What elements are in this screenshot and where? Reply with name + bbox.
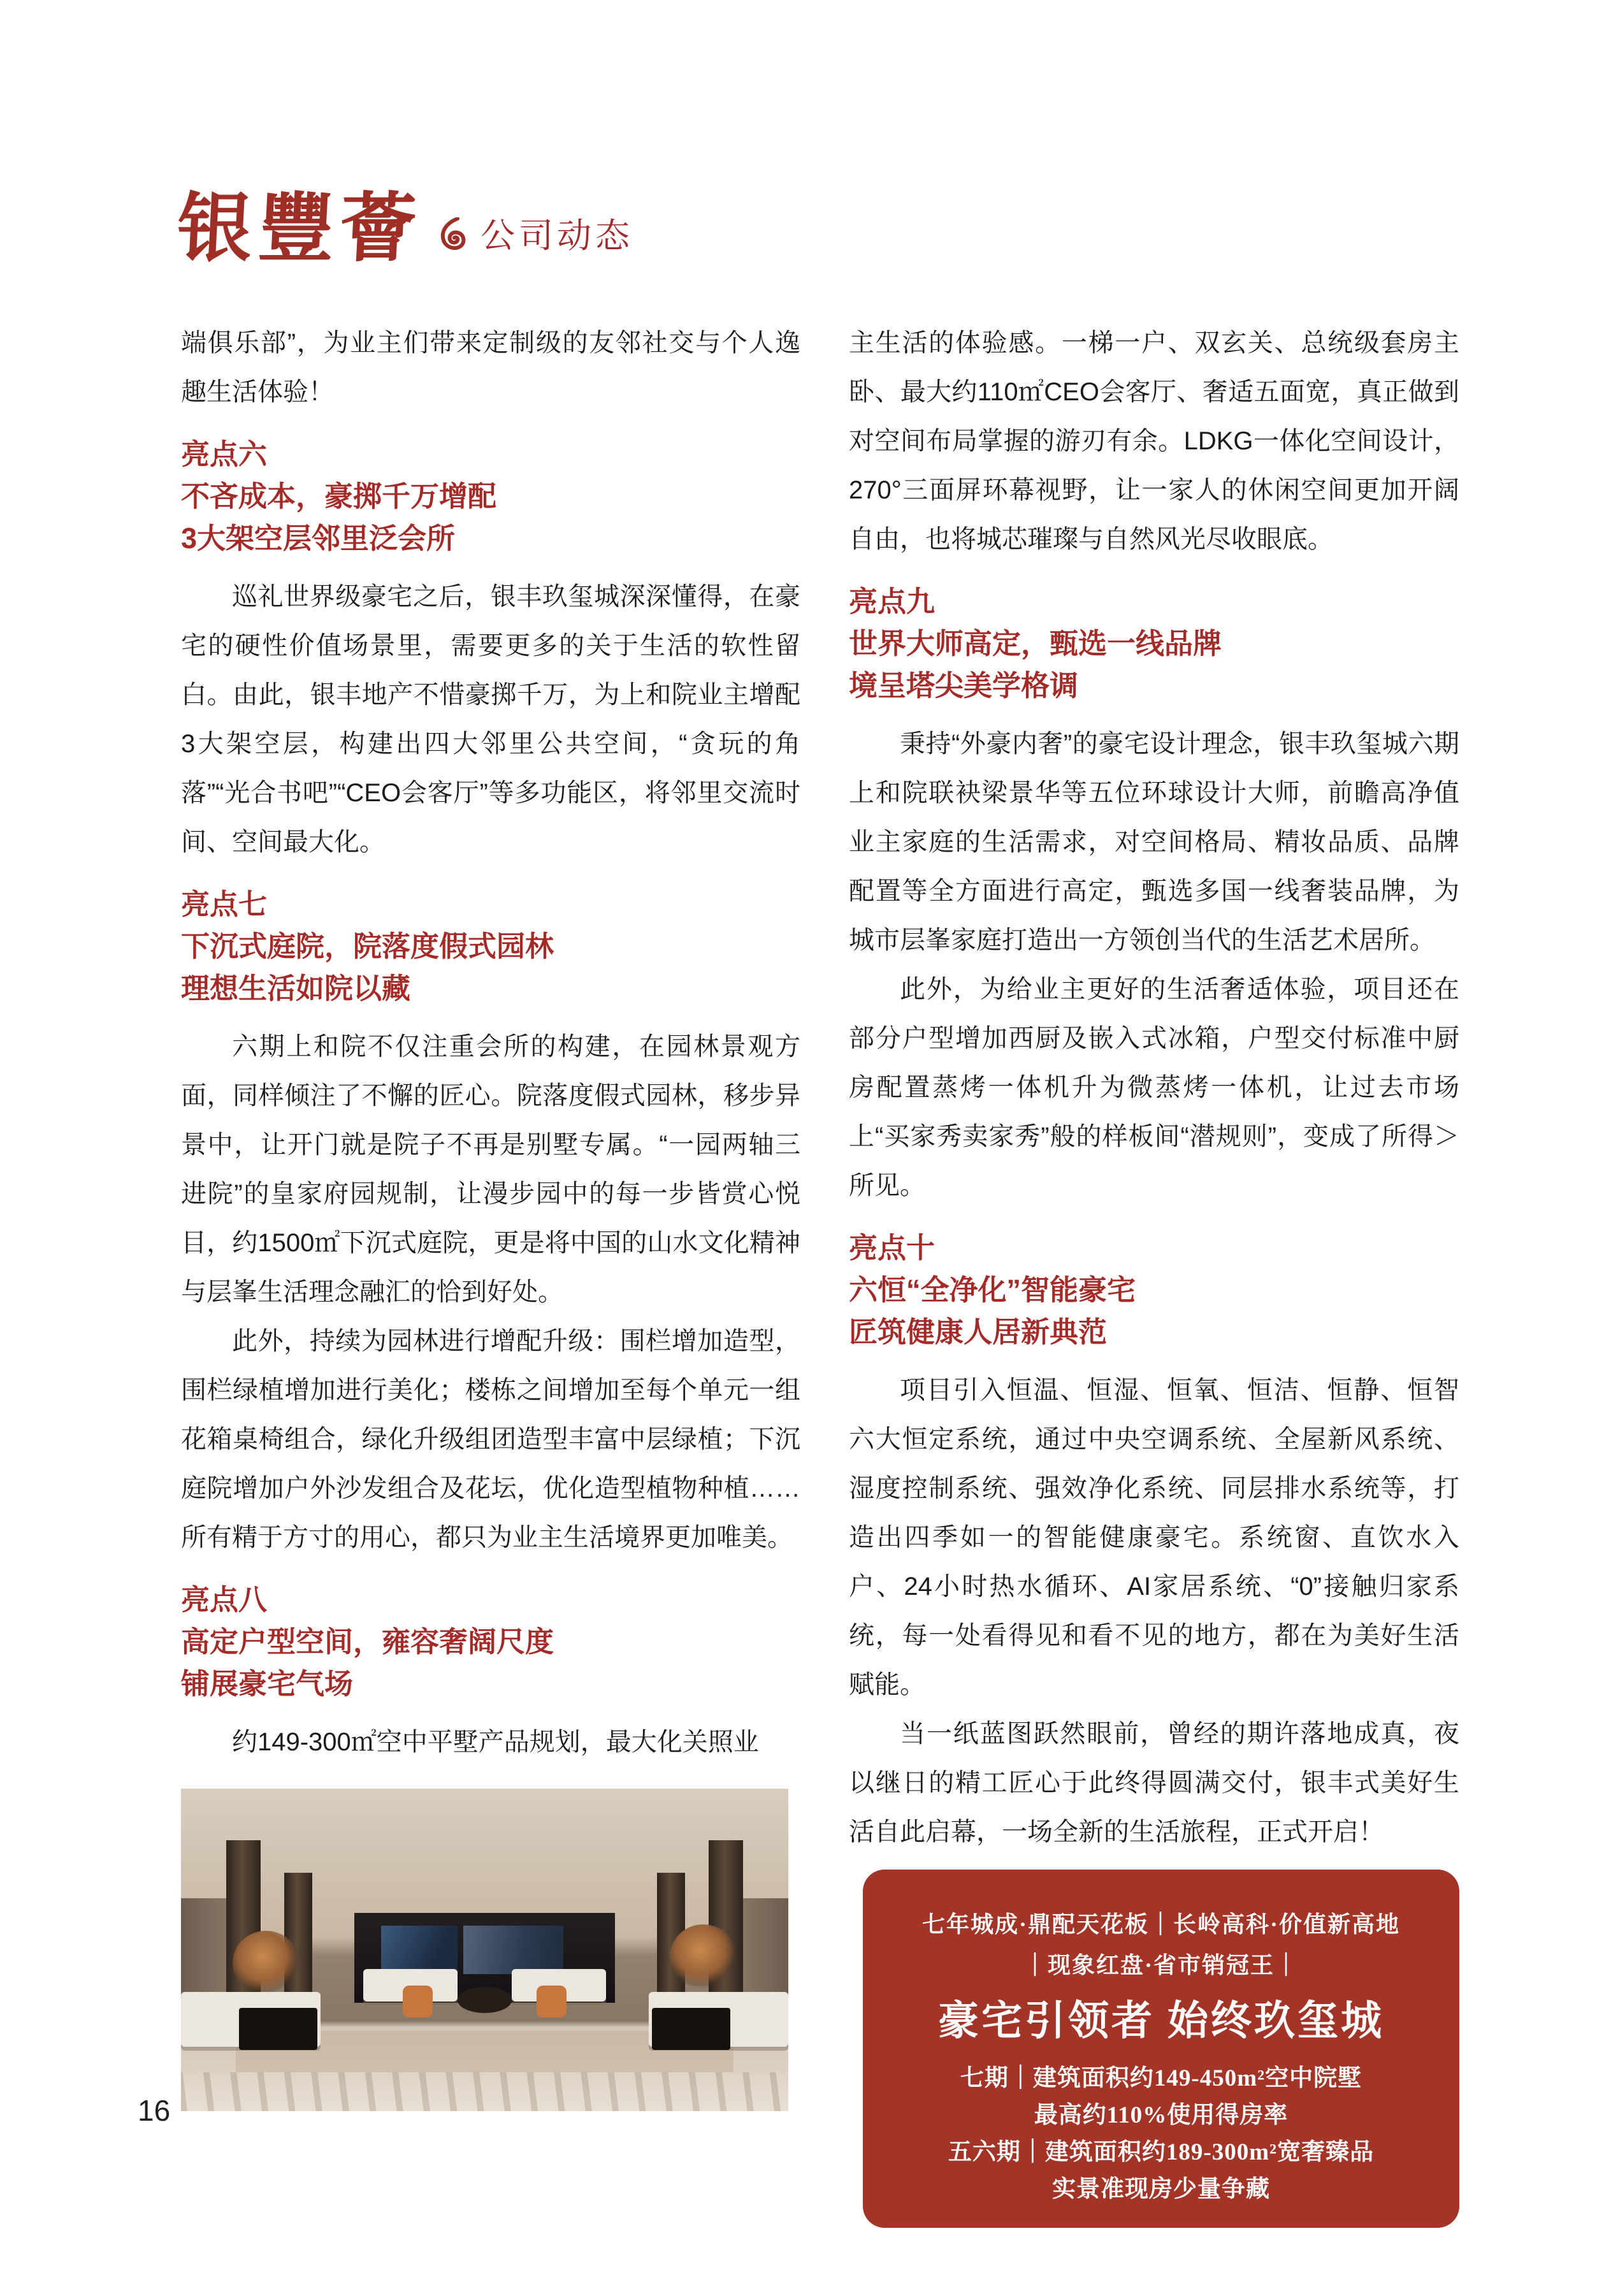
left-column	[181, 319, 800, 2111]
heading-line: 不吝成本，豪掷千万增配	[181, 480, 497, 512]
heading-highlight-9	[849, 581, 1459, 707]
photo-flower-arrangement-left	[233, 1931, 300, 1995]
heading-line: 亮点八	[181, 1583, 268, 1616]
heading-highlight-6	[181, 433, 800, 560]
heading-line: 亮点七	[181, 888, 268, 920]
swirl-icon	[438, 217, 466, 256]
heading-line: 亮点六	[181, 438, 268, 470]
paragraph: 巡礼世界级豪宅之后，银丰玖玺城深深懂得，在豪宅的硬性价值场景里，需要更多的关于生活的软性留白。由此，银丰地产不惜豪掷千万，为上和院业主增配3大架空层，构建出四大邻里公共空间，“贪玩的角落”“光合书吧”“CEO会客厅”等多功能区，将邻里交流时间、空间最大化。	[181, 583, 800, 856]
right-column	[849, 319, 1459, 2228]
masthead	[175, 184, 634, 272]
brand-calligraphy-logo: 银豐薈	[175, 184, 424, 272]
photo-screen-panel-left	[381, 1926, 457, 1974]
page-number: 16	[138, 2094, 171, 2127]
paragraph: 主生活的体验感。一梯一户、双玄关、总统级套房主卧、最大约110㎡CEO会客厅、奢适五面宽，真正做到对空间布局掌握的游刃有余。LDKG一体化空间设计，270°三面屏环幕视野，让一家人的休闲空间更加开阔自由，也将城芯璀璨与自然风光尽收眼底。	[849, 329, 1459, 553]
heading-highlight-7	[181, 883, 800, 1010]
promo-slogan: 豪宅引领者 始终玖玺城	[938, 1998, 1384, 2044]
clubhouse-lobby-photo	[181, 1789, 788, 2111]
promo-tagline: 七年城成·鼎配天花板｜长岭高科·价值新高地	[921, 1912, 1400, 1937]
paragraph: 当一纸蓝图跃然眼前，曾经的期许落地成真，夜以继日的精工匠心于此终得圆满交付，银丰式美好生活自此启幕，一场全新的生活旅程，正式开启！	[849, 1720, 1459, 1846]
photo-side-table	[239, 2008, 318, 2050]
heading-line: 匠筑健康人居新典范	[849, 1316, 1108, 1348]
heading-line: 理想生活如院以藏	[181, 972, 411, 1005]
heading-line: 世界大师高定，甄选一线品牌	[849, 627, 1222, 660]
heading-line: 亮点十	[849, 1232, 935, 1264]
paragraph: 此外，为给业主更好的生活奢适体验，项目还在部分户型增加西厨及嵌入式冰箱，户型交付标准中厨房配置蒸烤一体机升为微蒸烤一体机，让过去市场上“买家秀卖家秀”般的样板间“潜规则”，变成了所得＞所见。	[849, 975, 1459, 1200]
paragraph: 秉持“外豪内奢”的豪宅设计理念，银丰玖玺城六期上和院联袂梁景华等五位环球设计大师，前瞻高净值业主家庭的生活需求，对空间格局、精妆品质、品牌配置等全方面进行高定，甄选多国一线奢装品牌，为城市层峯家庭打造出一方领创当代的生活艺术居所。	[849, 730, 1459, 954]
heading-line: 下沉式庭院，院落度假式园林	[181, 930, 554, 963]
promo-detail: 五六期｜建筑面积约189-300m²宽奢臻品	[948, 2139, 1375, 2165]
heading-line: 3大架空层邻里泛会所	[181, 522, 456, 555]
promo-detail: 最高约110%使用得房率	[1034, 2102, 1289, 2128]
promo-detail: 实景准现房少量争藏	[1052, 2176, 1270, 2202]
paragraph: 端俱乐部”，为业主们带来定制级的友邻社交与个人逸趣生活体验！	[181, 329, 800, 406]
section-title: 公司动态	[480, 216, 634, 255]
photo-coffee-table	[458, 1987, 512, 2012]
photo-screen-panel-right	[463, 1926, 563, 1974]
photo-accent-chair	[403, 1986, 433, 2018]
heading-highlight-8	[181, 1579, 800, 1705]
photo-marble-floor	[181, 2072, 788, 2111]
promo-box	[863, 1870, 1459, 2228]
photo-flower-arrangement-right	[670, 1924, 737, 1989]
promo-tagline: ｜现象红盘·省市销冠王｜	[1023, 1952, 1299, 1978]
promo-detail: 七期｜建筑面积约149-450m²空中院墅	[960, 2065, 1362, 2091]
heading-line: 境呈塔尖美学格调	[849, 669, 1079, 702]
photo-side-table	[652, 2008, 731, 2050]
paragraph: 六期上和院不仅注重会所的构建，在园林景观方面，同样倾注了不懈的匠心。院落度假式园林，移步异景中，让开门就是院子不再是别墅专属。“一园两轴三进院”的皇家府园规制，让漫步园中的每一步皆赏心悦目，约1500㎡下沉式庭院，更是将中国的山水文化精神与层峯生活理念融汇的恰到好处。	[181, 1033, 800, 1306]
photo-accent-chair	[537, 1986, 567, 2018]
heading-line: 六恒“全净化”智能豪宅	[849, 1274, 1136, 1306]
heading-highlight-10	[849, 1227, 1459, 1353]
paragraph: 此外，持续为园林进行增配升级：围栏增加造型，围栏绿植增加进行美化；楼栋之间增加至每个单元一组花箱桌椅组合，绿化升级组团造型丰富中层绿植；下沉庭院增加户外沙发组合及花坛，优化造型植物种植……所有精于方寸的用心，都只为业主生活境界更加唯美。	[181, 1327, 800, 1551]
heading-line: 高定户型空间，雍容奢阔尺度	[181, 1625, 554, 1658]
paragraph: 项目引入恒温、恒湿、恒氧、恒洁、恒静、恒智六大恒定系统，通过中央空调系统、全屋新风系统、湿度控制系统、强效净化系统、同层排水系统等，打造出四季如一的智能健康豪宅。系统窗、直饮水入户、24小时热水循环、AI家居系统、“0”接触归家系统，每一处看得见和看不见的地方，都在为美好生活赋能。	[849, 1376, 1459, 1699]
heading-line: 铺展豪宅气场	[181, 1668, 354, 1700]
heading-line: 亮点九	[849, 585, 935, 618]
paragraph: 约149-300㎡空中平墅产品规划，最大化关照业	[232, 1728, 759, 1756]
